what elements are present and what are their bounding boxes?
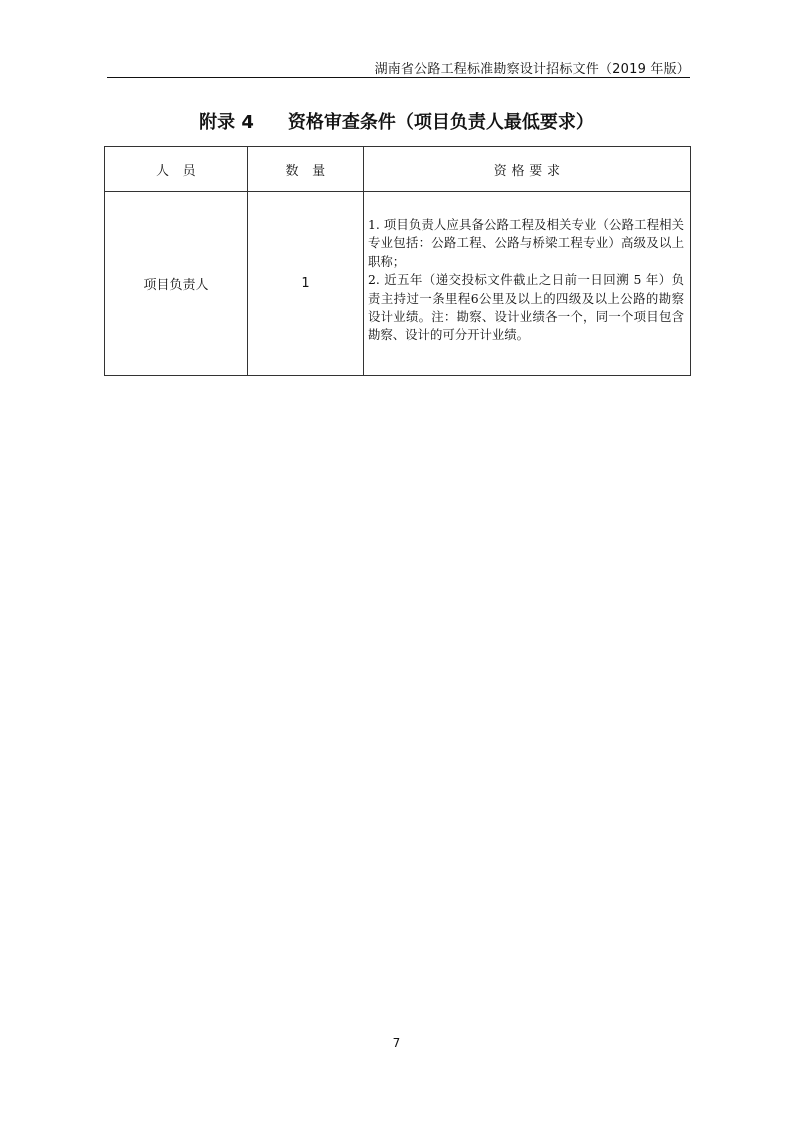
requirement-item-1: 1. 项目负责人应具备公路工程及相关专业（公路工程相关专业包括：公路工程、公路与桥梁工程专业）高级及以上职称； bbox=[368, 217, 684, 269]
header-quantity: 数 量 bbox=[248, 147, 364, 192]
table-header-row bbox=[105, 147, 691, 192]
qualification-table bbox=[104, 146, 691, 376]
cell-person: 项目负责人 bbox=[105, 192, 248, 376]
header-person: 人 员 bbox=[105, 147, 248, 192]
header-rule bbox=[107, 77, 690, 78]
cell-requirements bbox=[364, 192, 691, 376]
page-number: 7 bbox=[392, 1036, 401, 1050]
appendix-label: 附录 4 bbox=[199, 112, 254, 133]
requirement-item-2: 2. 近五年（递交投标文件截止之日前一日回溯 5 年）负责主持过一条里程6公里及以上的四级及以上公路的勘察设计业绩。注：勘察、设计业绩各一个，同一个项目包含勘察、设计的可分开计业绩。 bbox=[368, 272, 684, 343]
header-requirements: 资 格 要 求 bbox=[364, 147, 691, 192]
cell-quantity: 1 bbox=[248, 192, 364, 376]
running-header: 湖南省公路工程标准勘察设计招标文件（2019 年版） bbox=[374, 62, 690, 77]
appendix-title: 资格审查条件（项目负责人最低要求） bbox=[287, 112, 594, 133]
page-title bbox=[0, 108, 793, 134]
table-row bbox=[105, 192, 691, 376]
